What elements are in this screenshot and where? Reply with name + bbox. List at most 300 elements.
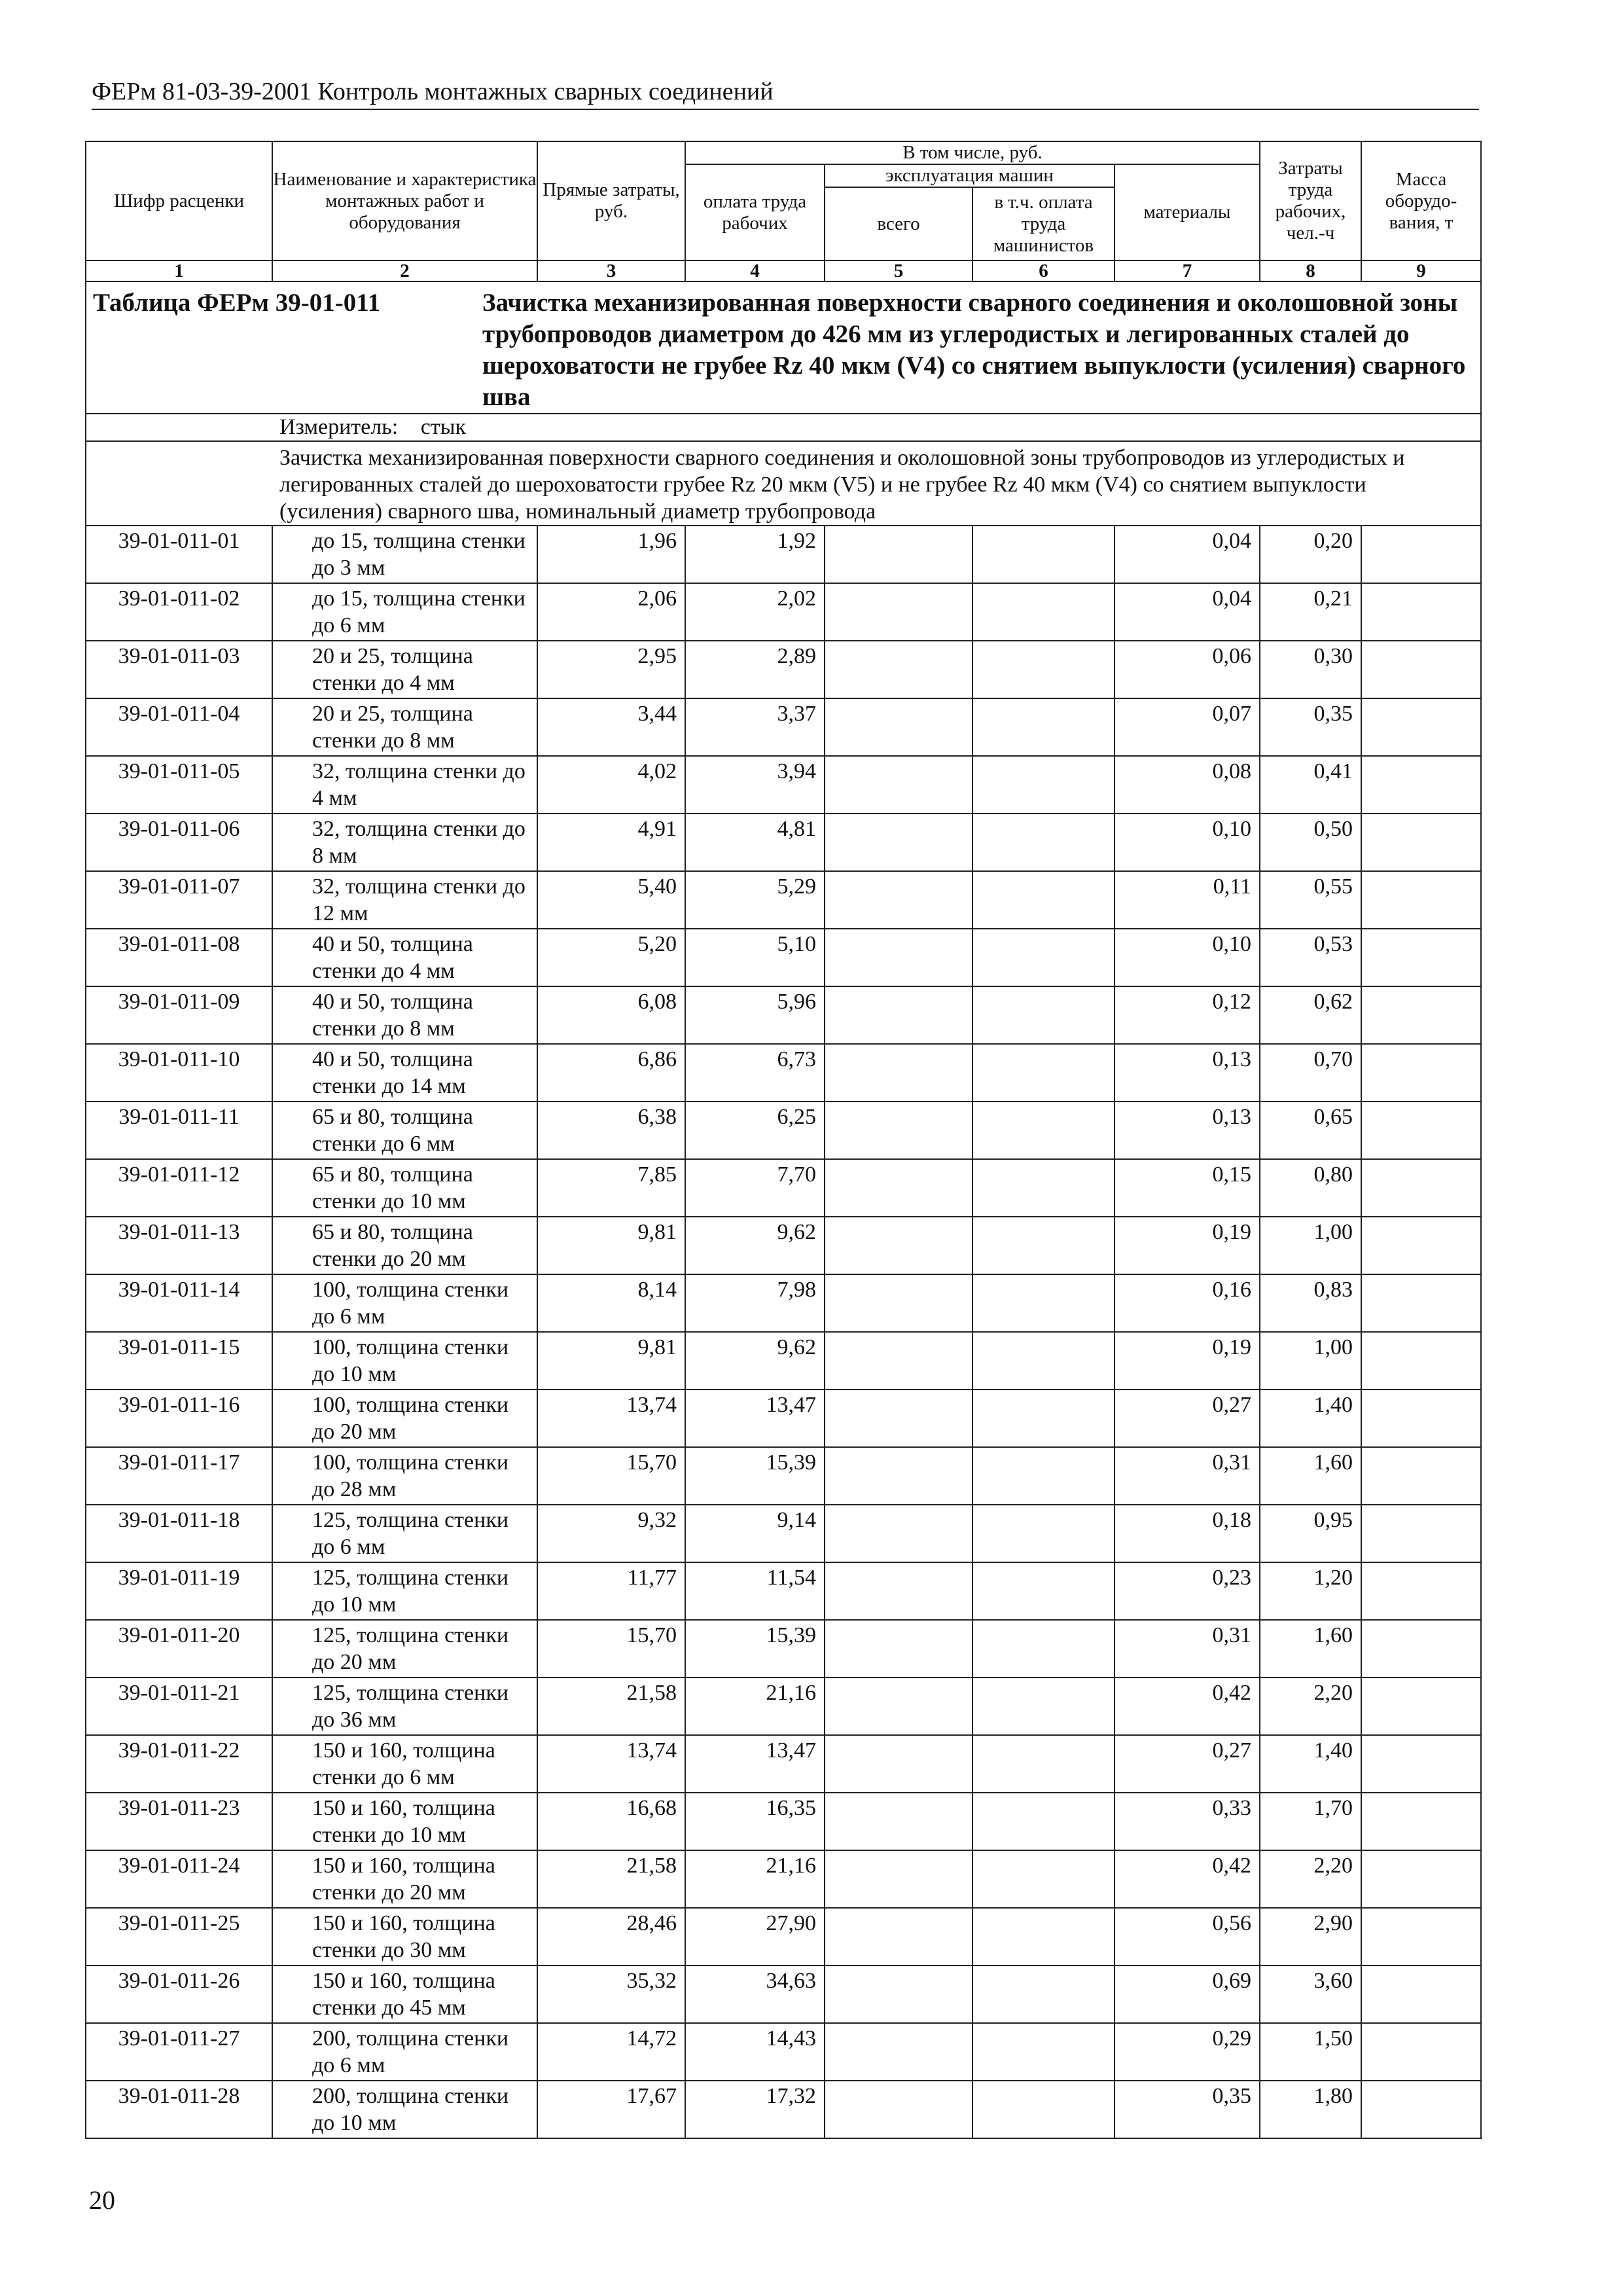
rate-code: 39-01-011-11 xyxy=(86,1102,272,1159)
labor-cost: 2,20 xyxy=(1260,1677,1361,1735)
machines-total xyxy=(825,1505,972,1562)
machines-total xyxy=(825,1735,972,1793)
col-number: 2 xyxy=(272,260,537,281)
table-title: Зачистка механизированная поверхности сварного соединения и околошовной зоны трубопроводов диаметром до 426 мм из углеродистых и легированных сталей до шероховатости не грубее Rz 40 мкм (V4) со снятием выпуклости (усиления) сварного шва xyxy=(482,289,1466,411)
machines-total xyxy=(825,1159,972,1217)
machines-total xyxy=(825,641,972,698)
table-code: Таблица ФЕРм 39-01-011 xyxy=(93,289,381,317)
materials-cost: 0,33 xyxy=(1115,1793,1260,1850)
machinist-wages xyxy=(972,1677,1115,1735)
direct-cost: 6,86 xyxy=(537,1044,685,1102)
materials-cost: 0,29 xyxy=(1115,2023,1260,2081)
worker-wages: 15,39 xyxy=(685,1447,825,1505)
labor-cost: 1,40 xyxy=(1260,1390,1361,1447)
machinist-wages xyxy=(972,526,1115,583)
materials-cost: 0,23 xyxy=(1115,1562,1260,1620)
worker-wages: 21,16 xyxy=(685,1850,825,1908)
table-row xyxy=(86,1274,1481,1332)
direct-cost: 15,70 xyxy=(537,1447,685,1505)
work-name: 20 и 25, толщина стенки до 4 мм xyxy=(272,641,537,698)
worker-wages: 15,39 xyxy=(685,1620,825,1677)
machinist-wages xyxy=(972,1965,1115,2023)
machines-total xyxy=(825,2023,972,2081)
machinist-wages xyxy=(972,1908,1115,1965)
equipment-mass xyxy=(1361,1562,1481,1620)
table-row xyxy=(86,1793,1481,1850)
work-name: 100, толщина стенки до 10 мм xyxy=(272,1332,537,1390)
table-row xyxy=(86,1850,1481,1908)
rate-code: 39-01-011-17 xyxy=(86,1447,272,1505)
equipment-mass xyxy=(1361,1102,1481,1159)
worker-wages: 1,92 xyxy=(685,526,825,583)
table-row xyxy=(86,929,1481,986)
direct-cost: 11,77 xyxy=(537,1562,685,1620)
rate-code: 39-01-011-05 xyxy=(86,756,272,814)
worker-wages: 13,47 xyxy=(685,1735,825,1793)
equipment-mass xyxy=(1361,1274,1481,1332)
worker-wages: 5,96 xyxy=(685,986,825,1044)
equipment-mass xyxy=(1361,698,1481,756)
equipment-mass xyxy=(1361,756,1481,814)
table-row xyxy=(86,814,1481,871)
machines-total xyxy=(825,1677,972,1735)
table-row xyxy=(86,1965,1481,2023)
work-name: 40 и 50, толщина стенки до 4 мм xyxy=(272,929,537,986)
direct-cost: 13,74 xyxy=(537,1735,685,1793)
unit-label: Измеритель: xyxy=(279,415,399,439)
labor-cost: 0,41 xyxy=(1260,756,1361,814)
machinist-wages xyxy=(972,2081,1115,2138)
rate-code: 39-01-011-02 xyxy=(86,583,272,641)
rate-code: 39-01-011-06 xyxy=(86,814,272,871)
machines-total xyxy=(825,1044,972,1102)
table-row xyxy=(86,986,1481,1044)
unit-cell xyxy=(86,414,1481,441)
machinist-wages xyxy=(972,1850,1115,1908)
worker-wages: 9,62 xyxy=(685,1217,825,1274)
materials-cost: 0,31 xyxy=(1115,1620,1260,1677)
machines-total xyxy=(825,1274,972,1332)
direct-cost: 17,67 xyxy=(537,2081,685,2138)
work-name: 100, толщина стенки до 6 мм xyxy=(272,1274,537,1332)
worker-wages: 6,73 xyxy=(685,1044,825,1102)
equipment-mass xyxy=(1361,526,1481,583)
table-row xyxy=(86,1677,1481,1735)
direct-cost: 9,81 xyxy=(537,1332,685,1390)
work-name: 65 и 80, толщина стенки до 10 мм xyxy=(272,1159,537,1217)
labor-cost: 2,20 xyxy=(1260,1850,1361,1908)
rate-code: 39-01-011-18 xyxy=(86,1505,272,1562)
equipment-mass xyxy=(1361,2023,1481,2081)
machines-total xyxy=(825,986,972,1044)
machinist-wages xyxy=(972,1505,1115,1562)
work-name: 32, толщина стенки до 4 мм xyxy=(272,756,537,814)
table-row xyxy=(86,641,1481,698)
machines-total xyxy=(825,1965,972,2023)
col-header-machines: эксплуатация машин xyxy=(825,164,1115,187)
labor-cost: 0,65 xyxy=(1260,1102,1361,1159)
rate-code: 39-01-011-21 xyxy=(86,1677,272,1735)
rate-code: 39-01-011-08 xyxy=(86,929,272,986)
work-name: 20 и 25, толщина стенки до 8 мм xyxy=(272,698,537,756)
materials-cost: 0,10 xyxy=(1115,814,1260,871)
machines-total xyxy=(825,1332,972,1390)
equipment-mass xyxy=(1361,1044,1481,1102)
labor-cost: 1,60 xyxy=(1260,1447,1361,1505)
machines-total xyxy=(825,756,972,814)
machinist-wages xyxy=(972,583,1115,641)
rate-code: 39-01-011-24 xyxy=(86,1850,272,1908)
rate-code: 39-01-011-12 xyxy=(86,1159,272,1217)
direct-cost: 2,95 xyxy=(537,641,685,698)
labor-cost: 0,80 xyxy=(1260,1159,1361,1217)
direct-cost: 15,70 xyxy=(537,1620,685,1677)
equipment-mass xyxy=(1361,814,1481,871)
rate-code: 39-01-011-27 xyxy=(86,2023,272,2081)
header-rule xyxy=(92,109,1479,110)
rate-code: 39-01-011-10 xyxy=(86,1044,272,1102)
machines-total xyxy=(825,698,972,756)
rate-code: 39-01-011-03 xyxy=(86,641,272,698)
equipment-mass xyxy=(1361,1159,1481,1217)
labor-cost: 0,70 xyxy=(1260,1044,1361,1102)
worker-wages: 16,35 xyxy=(685,1793,825,1850)
machines-total xyxy=(825,1447,972,1505)
rate-code: 39-01-011-26 xyxy=(86,1965,272,2023)
col-number: 3 xyxy=(537,260,685,281)
machinist-wages xyxy=(972,756,1115,814)
worker-wages: 9,14 xyxy=(685,1505,825,1562)
work-name: 125, толщина стенки до 6 мм xyxy=(272,1505,537,1562)
materials-cost: 0,31 xyxy=(1115,1447,1260,1505)
machinist-wages xyxy=(972,1562,1115,1620)
table-row xyxy=(86,1217,1481,1274)
col-header-machines-wages: в т.ч. оплата труда машинистов xyxy=(972,187,1115,260)
labor-cost: 0,20 xyxy=(1260,526,1361,583)
machines-total xyxy=(825,871,972,929)
direct-cost: 7,85 xyxy=(537,1159,685,1217)
materials-cost: 0,08 xyxy=(1115,756,1260,814)
machines-total xyxy=(825,1390,972,1447)
table-row xyxy=(86,1044,1481,1102)
table-row xyxy=(86,2023,1481,2081)
labor-cost: 0,21 xyxy=(1260,583,1361,641)
table-row xyxy=(86,1447,1481,1505)
machines-total xyxy=(825,2081,972,2138)
labor-cost: 0,30 xyxy=(1260,641,1361,698)
table-row xyxy=(86,1159,1481,1217)
materials-cost: 0,07 xyxy=(1115,698,1260,756)
work-name: 32, толщина стенки до 8 мм xyxy=(272,814,537,871)
machines-total xyxy=(825,1217,972,1274)
table-row xyxy=(86,583,1481,641)
table-row xyxy=(86,1562,1481,1620)
direct-cost: 14,72 xyxy=(537,2023,685,2081)
materials-cost: 0,04 xyxy=(1115,583,1260,641)
worker-wages: 5,10 xyxy=(685,929,825,986)
table-row xyxy=(86,1505,1481,1562)
page-number: 20 xyxy=(89,2185,115,2215)
work-name: 125, толщина стенки до 10 мм xyxy=(272,1562,537,1620)
labor-cost: 1,70 xyxy=(1260,1793,1361,1850)
direct-cost: 28,46 xyxy=(537,1908,685,1965)
equipment-mass xyxy=(1361,1735,1481,1793)
labor-cost: 0,50 xyxy=(1260,814,1361,871)
labor-cost: 0,62 xyxy=(1260,986,1361,1044)
table-row xyxy=(86,756,1481,814)
work-name: 65 и 80, толщина стенки до 20 мм xyxy=(272,1217,537,1274)
materials-cost: 0,06 xyxy=(1115,641,1260,698)
labor-cost: 1,00 xyxy=(1260,1332,1361,1390)
machinist-wages xyxy=(972,2023,1115,2081)
machines-total xyxy=(825,814,972,871)
table-description: Зачистка механизированная поверхности сварного соединения и околошовной зоны трубопроводов из углеродистых и легированных сталей до шероховатости грубее Rz 20 мкм (V5) и не грубее Rz 40 мкм (V4) со снятием выпуклости (усиления) сварного шва, номинальный диаметр трубопровода xyxy=(86,441,1481,526)
work-name: 150 и 160, толщина стенки до 20 мм xyxy=(272,1850,537,1908)
equipment-mass xyxy=(1361,1965,1481,2023)
labor-cost: 1,50 xyxy=(1260,2023,1361,2081)
running-header: ФЕРм 81-03-39-2001 Контроль монтажных сварных соединений xyxy=(92,78,774,105)
work-name: до 15, толщина стенки до 6 мм xyxy=(272,583,537,641)
worker-wages: 3,94 xyxy=(685,756,825,814)
col-number: 7 xyxy=(1115,260,1260,281)
rates-table xyxy=(85,141,1482,2139)
worker-wages: 11,54 xyxy=(685,1562,825,1620)
machinist-wages xyxy=(972,1274,1115,1332)
materials-cost: 0,42 xyxy=(1115,1677,1260,1735)
rate-code: 39-01-011-13 xyxy=(86,1217,272,1274)
materials-cost: 0,27 xyxy=(1115,1735,1260,1793)
labor-cost: 1,00 xyxy=(1260,1217,1361,1274)
col-header-labor: Затраты труда рабочих, чел.-ч xyxy=(1260,141,1361,260)
work-name: 150 и 160, толщина стенки до 30 мм xyxy=(272,1908,537,1965)
table-row xyxy=(86,1102,1481,1159)
equipment-mass xyxy=(1361,929,1481,986)
table-row xyxy=(86,1390,1481,1447)
labor-cost: 0,53 xyxy=(1260,929,1361,986)
worker-wages: 2,89 xyxy=(685,641,825,698)
worker-wages: 17,32 xyxy=(685,2081,825,2138)
table-row xyxy=(86,1735,1481,1793)
materials-cost: 0,04 xyxy=(1115,526,1260,583)
rate-code: 39-01-011-15 xyxy=(86,1332,272,1390)
direct-cost: 6,08 xyxy=(537,986,685,1044)
col-header-wages: оплата труда рабочих xyxy=(685,164,825,260)
table-row xyxy=(86,871,1481,929)
worker-wages: 2,02 xyxy=(685,583,825,641)
work-name: 150 и 160, толщина стенки до 10 мм xyxy=(272,1793,537,1850)
materials-cost: 0,12 xyxy=(1115,986,1260,1044)
col-number: 1 xyxy=(86,260,272,281)
worker-wages: 14,43 xyxy=(685,2023,825,2081)
machines-total xyxy=(825,1620,972,1677)
work-name: 200, толщина стенки до 6 мм xyxy=(272,2023,537,2081)
machinist-wages xyxy=(972,1332,1115,1390)
work-name: 65 и 80, толщина стенки до 6 мм xyxy=(272,1102,537,1159)
materials-cost: 0,18 xyxy=(1115,1505,1260,1562)
direct-cost: 8,14 xyxy=(537,1274,685,1332)
work-name: до 15, толщина стенки до 3 мм xyxy=(272,526,537,583)
machines-total xyxy=(825,526,972,583)
machinist-wages xyxy=(972,1447,1115,1505)
direct-cost: 1,96 xyxy=(537,526,685,583)
worker-wages: 7,98 xyxy=(685,1274,825,1332)
direct-cost: 4,02 xyxy=(537,756,685,814)
equipment-mass xyxy=(1361,1390,1481,1447)
col-header-machines-total: всего xyxy=(825,187,972,260)
direct-cost: 16,68 xyxy=(537,1793,685,1850)
rate-code: 39-01-011-19 xyxy=(86,1562,272,1620)
machinist-wages xyxy=(972,1620,1115,1677)
materials-cost: 0,42 xyxy=(1115,1850,1260,1908)
machinist-wages xyxy=(972,1217,1115,1274)
equipment-mass xyxy=(1361,871,1481,929)
equipment-mass xyxy=(1361,1677,1481,1735)
materials-cost: 0,19 xyxy=(1115,1217,1260,1274)
materials-cost: 0,13 xyxy=(1115,1102,1260,1159)
labor-cost: 0,83 xyxy=(1260,1274,1361,1332)
col-number: 5 xyxy=(825,260,972,281)
direct-cost: 9,81 xyxy=(537,1217,685,1274)
machinist-wages xyxy=(972,1102,1115,1159)
equipment-mass xyxy=(1361,1793,1481,1850)
machinist-wages xyxy=(972,1044,1115,1102)
work-name: 200, толщина стенки до 10 мм xyxy=(272,2081,537,2138)
machinist-wages xyxy=(972,1390,1115,1447)
col-header-materials: материалы xyxy=(1115,164,1260,260)
col-header-mass: Масса оборудо-вания, т xyxy=(1361,141,1481,260)
col-number: 6 xyxy=(972,260,1115,281)
labor-cost: 0,95 xyxy=(1260,1505,1361,1562)
labor-cost: 1,20 xyxy=(1260,1562,1361,1620)
machines-total xyxy=(825,1102,972,1159)
table-title-cell xyxy=(86,281,1481,414)
table-row xyxy=(86,2081,1481,2138)
materials-cost: 0,10 xyxy=(1115,929,1260,986)
equipment-mass xyxy=(1361,1332,1481,1390)
equipment-mass xyxy=(1361,1505,1481,1562)
equipment-mass xyxy=(1361,583,1481,641)
direct-cost: 35,32 xyxy=(537,1965,685,2023)
equipment-mass xyxy=(1361,1447,1481,1505)
table-row xyxy=(86,1908,1481,1965)
direct-cost: 21,58 xyxy=(537,1677,685,1735)
machinist-wages xyxy=(972,1159,1115,1217)
col-number: 4 xyxy=(685,260,825,281)
worker-wages: 21,16 xyxy=(685,1677,825,1735)
labor-cost: 1,80 xyxy=(1260,2081,1361,2138)
direct-cost: 6,38 xyxy=(537,1102,685,1159)
direct-cost: 13,74 xyxy=(537,1390,685,1447)
worker-wages: 27,90 xyxy=(685,1908,825,1965)
table-row xyxy=(86,1620,1481,1677)
direct-cost: 4,91 xyxy=(537,814,685,871)
machines-total xyxy=(825,1793,972,1850)
rate-code: 39-01-011-20 xyxy=(86,1620,272,1677)
worker-wages: 9,62 xyxy=(685,1332,825,1390)
work-name: 100, толщина стенки до 20 мм xyxy=(272,1390,537,1447)
col-header-direct: Прямые затраты, руб. xyxy=(537,141,685,260)
rate-code: 39-01-011-16 xyxy=(86,1390,272,1447)
materials-cost: 0,13 xyxy=(1115,1044,1260,1102)
col-header-name: Наименование и характеристика монтажных работ и оборудования xyxy=(272,141,537,260)
worker-wages: 3,37 xyxy=(685,698,825,756)
machines-total xyxy=(825,1850,972,1908)
direct-cost: 9,32 xyxy=(537,1505,685,1562)
work-name: 40 и 50, толщина стенки до 14 мм xyxy=(272,1044,537,1102)
rate-code: 39-01-011-28 xyxy=(86,2081,272,2138)
work-name: 150 и 160, толщина стенки до 6 мм xyxy=(272,1735,537,1793)
worker-wages: 6,25 xyxy=(685,1102,825,1159)
rate-code: 39-01-011-04 xyxy=(86,698,272,756)
labor-cost: 2,90 xyxy=(1260,1908,1361,1965)
materials-cost: 0,15 xyxy=(1115,1159,1260,1217)
materials-cost: 0,56 xyxy=(1115,1908,1260,1965)
direct-cost: 5,20 xyxy=(537,929,685,986)
equipment-mass xyxy=(1361,1850,1481,1908)
machines-total xyxy=(825,929,972,986)
rate-code: 39-01-011-14 xyxy=(86,1274,272,1332)
direct-cost: 3,44 xyxy=(537,698,685,756)
machines-total xyxy=(825,583,972,641)
col-number: 8 xyxy=(1260,260,1361,281)
machinist-wages xyxy=(972,929,1115,986)
machinist-wages xyxy=(972,1735,1115,1793)
col-number: 9 xyxy=(1361,260,1481,281)
labor-cost: 1,60 xyxy=(1260,1620,1361,1677)
labor-cost: 0,35 xyxy=(1260,698,1361,756)
labor-cost: 0,55 xyxy=(1260,871,1361,929)
materials-cost: 0,16 xyxy=(1115,1274,1260,1332)
worker-wages: 34,63 xyxy=(685,1965,825,2023)
direct-cost: 2,06 xyxy=(537,583,685,641)
unit-value: стык xyxy=(420,415,466,439)
col-header-code: Шифр расценки xyxy=(86,141,272,260)
table-row xyxy=(86,526,1481,583)
work-name: 125, толщина стенки до 36 мм xyxy=(272,1677,537,1735)
labor-cost: 1,40 xyxy=(1260,1735,1361,1793)
machines-total xyxy=(825,1562,972,1620)
equipment-mass xyxy=(1361,986,1481,1044)
rate-code: 39-01-011-09 xyxy=(86,986,272,1044)
machines-total xyxy=(825,1908,972,1965)
worker-wages: 5,29 xyxy=(685,871,825,929)
materials-cost: 0,19 xyxy=(1115,1332,1260,1390)
table-row xyxy=(86,698,1481,756)
equipment-mass xyxy=(1361,1908,1481,1965)
rate-code: 39-01-011-07 xyxy=(86,871,272,929)
worker-wages: 13,47 xyxy=(685,1390,825,1447)
rate-code: 39-01-011-01 xyxy=(86,526,272,583)
machinist-wages xyxy=(972,871,1115,929)
materials-cost: 0,11 xyxy=(1115,871,1260,929)
materials-cost: 0,27 xyxy=(1115,1390,1260,1447)
work-name: 150 и 160, толщина стенки до 45 мм xyxy=(272,1965,537,2023)
work-name: 100, толщина стенки до 28 мм xyxy=(272,1447,537,1505)
materials-cost: 0,35 xyxy=(1115,2081,1260,2138)
col-header-including: В том числе, руб. xyxy=(685,141,1260,164)
machinist-wages xyxy=(972,814,1115,871)
rate-code: 39-01-011-25 xyxy=(86,1908,272,1965)
equipment-mass xyxy=(1361,2081,1481,2138)
equipment-mass xyxy=(1361,1620,1481,1677)
work-name: 40 и 50, толщина стенки до 8 мм xyxy=(272,986,537,1044)
machinist-wages xyxy=(972,986,1115,1044)
direct-cost: 5,40 xyxy=(537,871,685,929)
work-name: 32, толщина стенки до 12 мм xyxy=(272,871,537,929)
worker-wages: 4,81 xyxy=(685,814,825,871)
equipment-mass xyxy=(1361,641,1481,698)
worker-wages: 7,70 xyxy=(685,1159,825,1217)
